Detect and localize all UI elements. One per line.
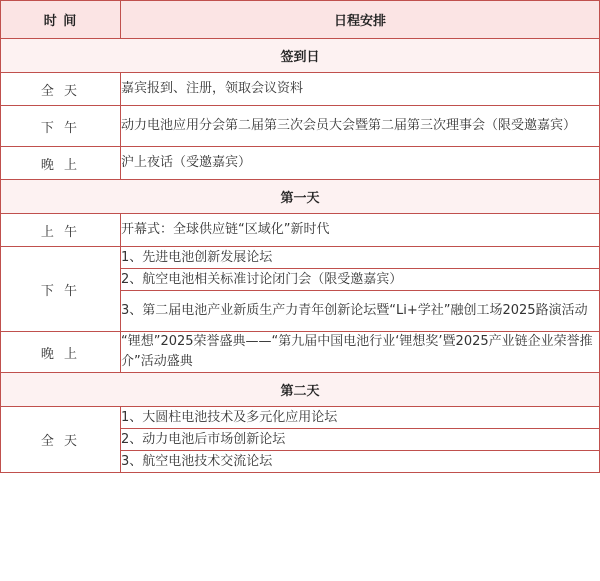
table-header-row [1,1,600,39]
section-row-day-two [1,373,600,407]
schedule-cell: 2、动力电池后市场创新论坛 [121,429,600,451]
schedule-cell: 1、先进电池创新发展论坛 [121,247,600,269]
table-row [1,332,600,373]
section-title: 第二天 [1,373,600,407]
time-cell: 晚 上 [1,332,121,373]
section-title: 签到日 [1,39,600,73]
time-cell: 晚 上 [1,147,121,180]
schedule-cell: 动力电池应用分会第二届第三次会员大会暨第二届第三次理事会（限受邀嘉宾） [121,106,600,147]
time-cell: 下 午 [1,247,121,332]
schedule-cell: 沪上夜话（受邀嘉宾） [121,147,600,180]
section-row-checkin-day [1,39,600,73]
schedule-column-header: 日程安排 [121,1,600,39]
section-row-day-one [1,180,600,214]
time-cell: 全 天 [1,407,121,473]
time-cell: 全 天 [1,73,121,106]
table-row [1,106,600,147]
time-cell: 上 午 [1,214,121,247]
time-column-header: 时 间 [1,1,121,39]
schedule-cell: “锂想”2025荣誉盛典——“第九届中国电池行业‘锂想奖’暨2025产业链企业荣誉推介”活动盛典 [121,332,600,373]
table-row [1,214,600,247]
schedule-cell: 2、航空电池相关标准讨论闭门会（限受邀嘉宾） [121,269,600,291]
table-row [1,73,600,106]
table-row [1,247,600,269]
table-row [1,147,600,180]
schedule-cell: 3、第二届电池产业新质生产力青年创新论坛暨“Li+学社”融创工场2025路演活动 [121,291,600,332]
schedule-cell: 3、航空电池技术交流论坛 [121,451,600,473]
table-row [1,407,600,429]
schedule-cell: 1、大圆柱电池技术及多元化应用论坛 [121,407,600,429]
schedule-cell: 开幕式：全球供应链“区域化”新时代 [121,214,600,247]
section-title: 第一天 [1,180,600,214]
schedule-cell: 嘉宾报到、注册，领取会议资料 [121,73,600,106]
time-cell: 下 午 [1,106,121,147]
